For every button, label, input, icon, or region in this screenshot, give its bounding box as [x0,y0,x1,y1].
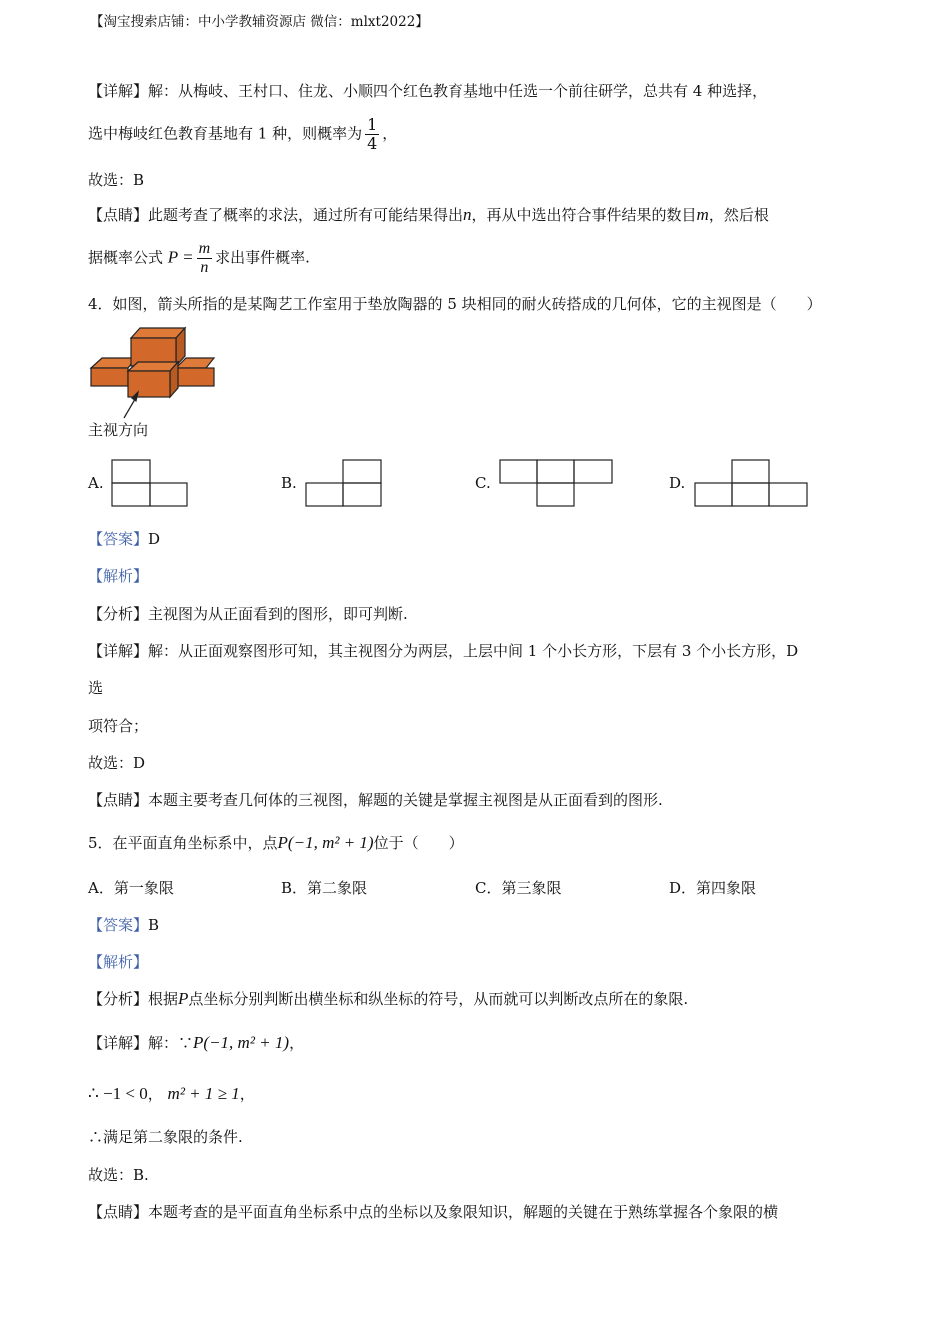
q4-detail: 【详解】解：从正面观察图形可知，其主视图分为两层，上层中间 1 个小长方形，下层有 3 个小长方形，D [88,642,799,660]
option-b-label: B. [281,474,297,492]
q4-comment: 【点睛】本题主要考查几何体的三视图，解题的关键是掌握主视图是从正面看到的图形. [88,791,663,809]
page-header: 【淘宝搜索店铺：中小学教辅资源店 微信：mlxt2022】 [90,14,429,30]
q4-answer: 【答案】D [88,530,161,548]
option-a-label: A. [88,474,104,492]
q5-step2: ∴满足第二象限的条件. [88,1128,243,1146]
q5-option-a: A．第一象限 [88,879,174,897]
point-p: P(−1, m² + 1) [277,833,374,852]
option-d-label: D. [669,474,686,492]
detail-label: 【详解】 [88,82,149,100]
q5-option-b: B．第二象限 [281,879,368,897]
option-b-figure [305,459,383,509]
q5-detail: 【详解】解：∵P(−1, m² + 1)， [88,1033,305,1052]
q5-choose: 故选：B. [88,1166,149,1184]
q4-stem: 4．如图，箭头所指的是某陶艺工作室用于垫放陶器的 5 块相同的耐火砖搭成的几何体，它的主视图是（ ） [88,295,822,313]
q4-analysis-label: 【解析】 [88,567,149,585]
q5-option-c: C．第三象限 [475,879,562,897]
q4-detail-2: 选 [88,679,104,697]
q3-comment-2: 据概率公式 P = $\frac{m}{n}$ 求出事件概率. [88,240,310,276]
q3-comment: 【点睛】此题考查了概率的求法，通过所有可能结果得出n，再从中选出符合事件结果的数目m，然后根 [88,205,769,224]
q5-option-d: D．第四象限 [669,879,757,897]
view-caption: 主视方向 [88,421,149,439]
q3-choose: 故选：B [88,171,145,189]
q5-comment: 【点睛】本题考查的是平面直角坐标系中点的坐标以及象限知识，解题的关键在于熟练掌握各个象限的横 [88,1203,779,1221]
q4-detail-3: 项符合； [88,717,149,735]
brick-figure [88,326,220,421]
q3-probability-line: 选中梅岐红色教育基地有 1 种，则概率为 $\frac{1}{4}$ ， [88,115,398,153]
fraction-one-quarter: $\frac{1}{4}$ [367,115,378,153]
q5-fenxi: 【分析】根据P点坐标分别判断出横坐标和纵坐标的符号，从而就可以判断改点所在的象限. [88,989,689,1008]
option-a-figure [111,459,189,509]
option-c-figure [499,459,614,509]
q3-detail: 【详解】解：从梅岐、王村口、住龙、小顺四个红色教育基地中任选一个前往研学，总共有 4 种选择， [88,82,768,100]
q5-analysis-label: 【解析】 [88,953,149,971]
option-d-figure [694,459,809,509]
q4-choose: 故选：D [88,754,146,772]
q5-stem: 5．在平面直角坐标系中，点P(−1, m² + 1)位于（ ） [88,833,464,852]
q4-fenxi: 【分析】主视图为从正面看到的图形，即可判断. [88,605,408,623]
formula-fraction: $\frac{m}{n}$ [198,240,211,276]
q5-step1: ∴ −1 < 0， m² + 1 ≥ 1， [88,1084,255,1103]
option-c-label: C. [475,474,491,492]
q5-answer: 【答案】B [88,916,160,934]
